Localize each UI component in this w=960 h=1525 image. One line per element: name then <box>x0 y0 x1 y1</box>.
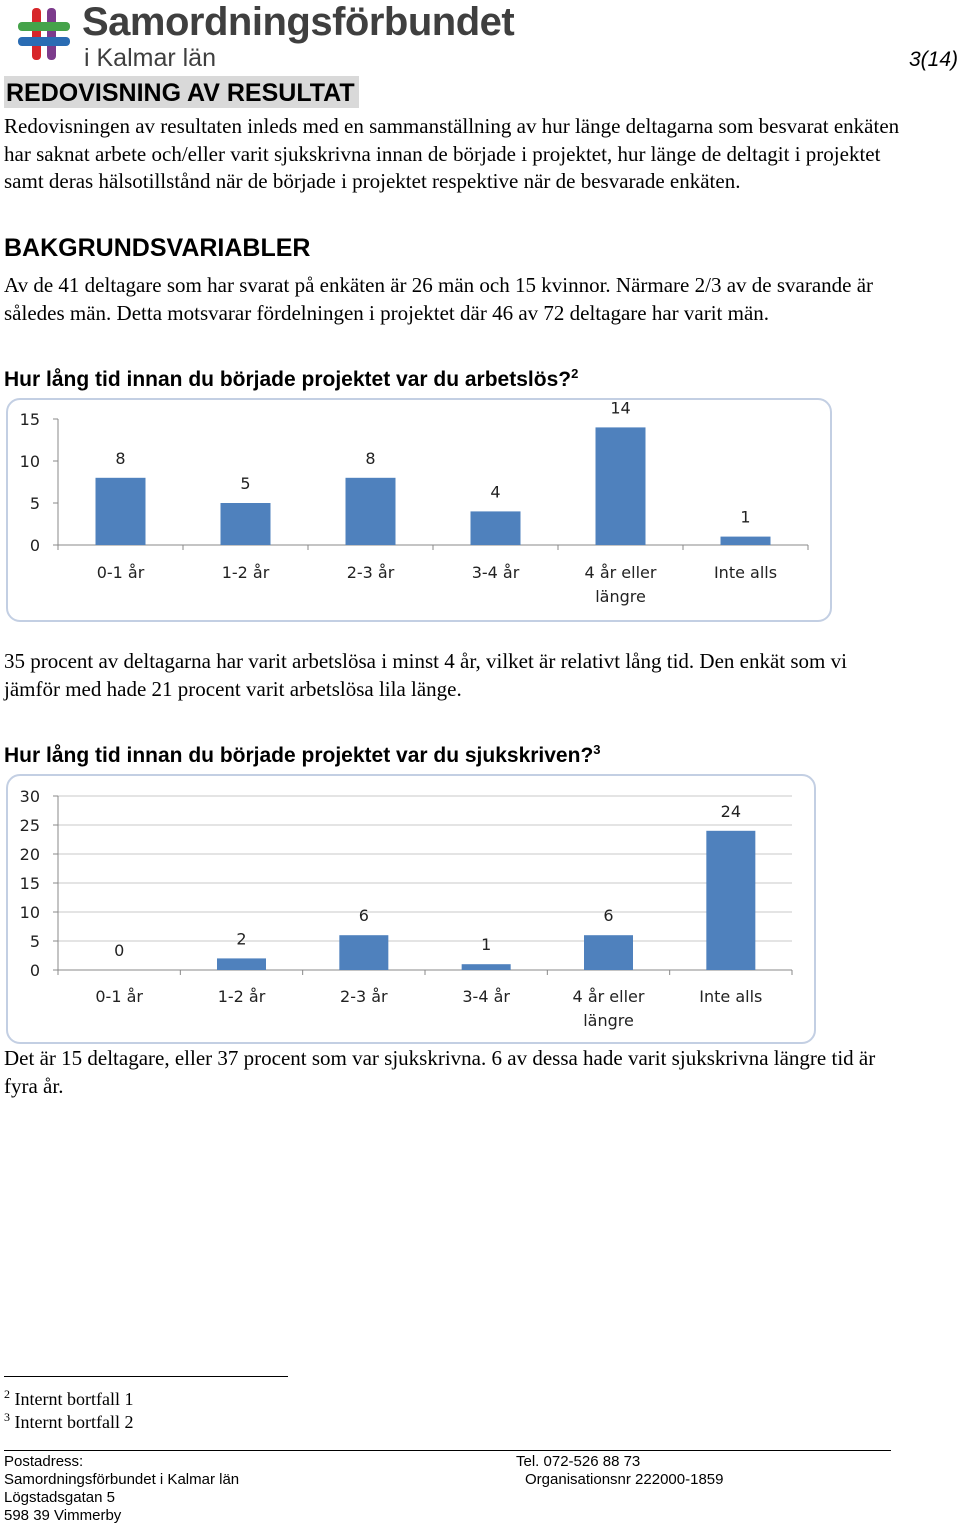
data-label: 4 <box>490 482 501 502</box>
x-category-label: 2-3 år <box>340 987 388 1006</box>
y-tick-label: 15 <box>19 410 40 429</box>
footer-postal-label: Postadress: <box>4 1453 84 1470</box>
logo-title: Samordningsförbundet <box>82 0 515 44</box>
data-label: 0 <box>114 941 125 960</box>
y-tick-label: 10 <box>19 452 40 471</box>
x-category-label: 2-3 år <box>346 563 395 582</box>
y-tick-label: 25 <box>19 816 40 835</box>
data-label: 1 <box>740 507 751 527</box>
footnote-3-number: 3 <box>4 1410 10 1424</box>
x-category-label: 0-1 år <box>96 563 145 582</box>
chart-unemployed <box>0 398 840 623</box>
x-category-label: Inte alls <box>713 563 778 582</box>
data-label: 14 <box>610 398 631 418</box>
footer-separator <box>4 1450 891 1451</box>
footer-org-name: Samordningsförbundet i Kalmar län <box>4 1471 240 1488</box>
x-category-label: 4 år eller <box>572 987 645 1006</box>
data-label: 8 <box>365 448 376 468</box>
footnote-3 <box>4 1410 133 1433</box>
footnote-2 <box>4 1387 133 1410</box>
footnote-ref-3: 3 <box>593 742 601 757</box>
y-tick-label: 0 <box>29 536 40 555</box>
x-category-label: 1-2 år <box>217 987 266 1006</box>
sick-leave-comment: Det är 15 deltagare, eller 37 procent som var sjukskrivna. 6 av dessa hade varit sjukskrivna längre tid är fyra år. <box>4 1046 876 1098</box>
y-tick-label: 15 <box>19 874 40 893</box>
y-tick-label: 0 <box>29 961 40 980</box>
y-tick-label: 5 <box>29 932 40 951</box>
logo-subtitle: i Kalmar län <box>84 44 216 72</box>
data-label: 5 <box>240 474 251 493</box>
bar <box>706 831 755 970</box>
bar <box>217 958 266 970</box>
footnote-ref-2: 2 <box>571 366 579 381</box>
x-category-label: 1-2 år <box>221 563 270 582</box>
bar <box>721 537 771 545</box>
question-unemployed-text: Hur lång tid innan du började projektet var du arbetslös? <box>4 368 572 391</box>
x-category-label: 3-4 år <box>471 563 520 582</box>
bar <box>471 511 521 545</box>
footnote-2-text: Internt bortfall 1 <box>14 1389 134 1409</box>
chart-sick-leave <box>0 774 830 1044</box>
data-label: 6 <box>358 906 369 926</box>
y-tick-label: 30 <box>19 787 40 806</box>
bar <box>596 427 646 545</box>
page-number: 3(14) <box>908 48 958 71</box>
y-tick-label: 5 <box>29 494 40 513</box>
logo-mark-icon <box>14 4 74 64</box>
x-category-label: 0-1 år <box>95 987 143 1006</box>
footer-org-number: Organisationsnr 222000-1859 <box>525 1471 724 1488</box>
data-label: 8 <box>115 448 126 468</box>
unemployed-comment: 35 procent av deltagarna har varit arbetslösa i minst 4 år, vilket är relativt lång tid. Den enkät som vi jämför med hade 21 procent varit arbetslösa lila länge. <box>4 649 847 701</box>
question-sick-leave-text: Hur lång tid innan du började projektet var du sjukskriven? <box>4 744 594 767</box>
section-heading: REDOVISNING AV RESULTAT <box>4 76 359 108</box>
x-category-label: 3-4 år <box>462 987 510 1006</box>
x-category-label: längre <box>583 1011 634 1030</box>
y-tick-label: 10 <box>19 903 40 922</box>
bar <box>584 935 633 970</box>
x-category-label: längre <box>595 587 646 606</box>
bar <box>339 935 388 970</box>
footer-phone: Tel. 072-526 88 73 <box>516 1453 641 1470</box>
footer-city: 598 39 Vimmerby <box>4 1507 122 1524</box>
data-label: 2 <box>236 929 247 949</box>
background-heading: BAKGRUNDSVARIABLER <box>4 234 311 262</box>
bar <box>462 964 511 970</box>
footnote-separator <box>4 1376 288 1377</box>
data-label: 24 <box>720 801 742 821</box>
data-label: 1 <box>481 935 492 955</box>
bar <box>221 503 271 545</box>
data-label: 6 <box>603 906 614 926</box>
footnote-3-text: Internt bortfall 2 <box>14 1412 134 1432</box>
footer-street: Lögstadsgatan 5 <box>4 1489 115 1506</box>
question-unemployed <box>4 366 578 392</box>
organization-logo <box>14 0 515 72</box>
question-sick-leave <box>4 742 601 768</box>
x-category-label: 4 år eller <box>584 563 657 582</box>
y-tick-label: 20 <box>19 845 40 864</box>
intro-paragraph: Redovisningen av resultaten inleds med en sammanställning av hur länge deltagarna som besvarat enkäten har saknat arbete och/eller varit sjukskrivna innan de började i projektet, hur länge de deltagit i projektet samt deras hälsotillstånd när de började i projektet respektive när de besvarade enkäten. <box>4 114 900 193</box>
footnote-2-number: 2 <box>4 1387 10 1401</box>
bar <box>96 478 146 545</box>
bar <box>346 478 396 545</box>
background-paragraph: Av de 41 deltagare som har svarat på enkäten är 26 män och 15 kvinnor. Närmare 2/3 av de svarande är således män. Detta motsvarar fördelningen i projektet där 46 av 72 deltagare har varit män. <box>4 273 874 325</box>
x-category-label: Inte alls <box>699 987 763 1006</box>
